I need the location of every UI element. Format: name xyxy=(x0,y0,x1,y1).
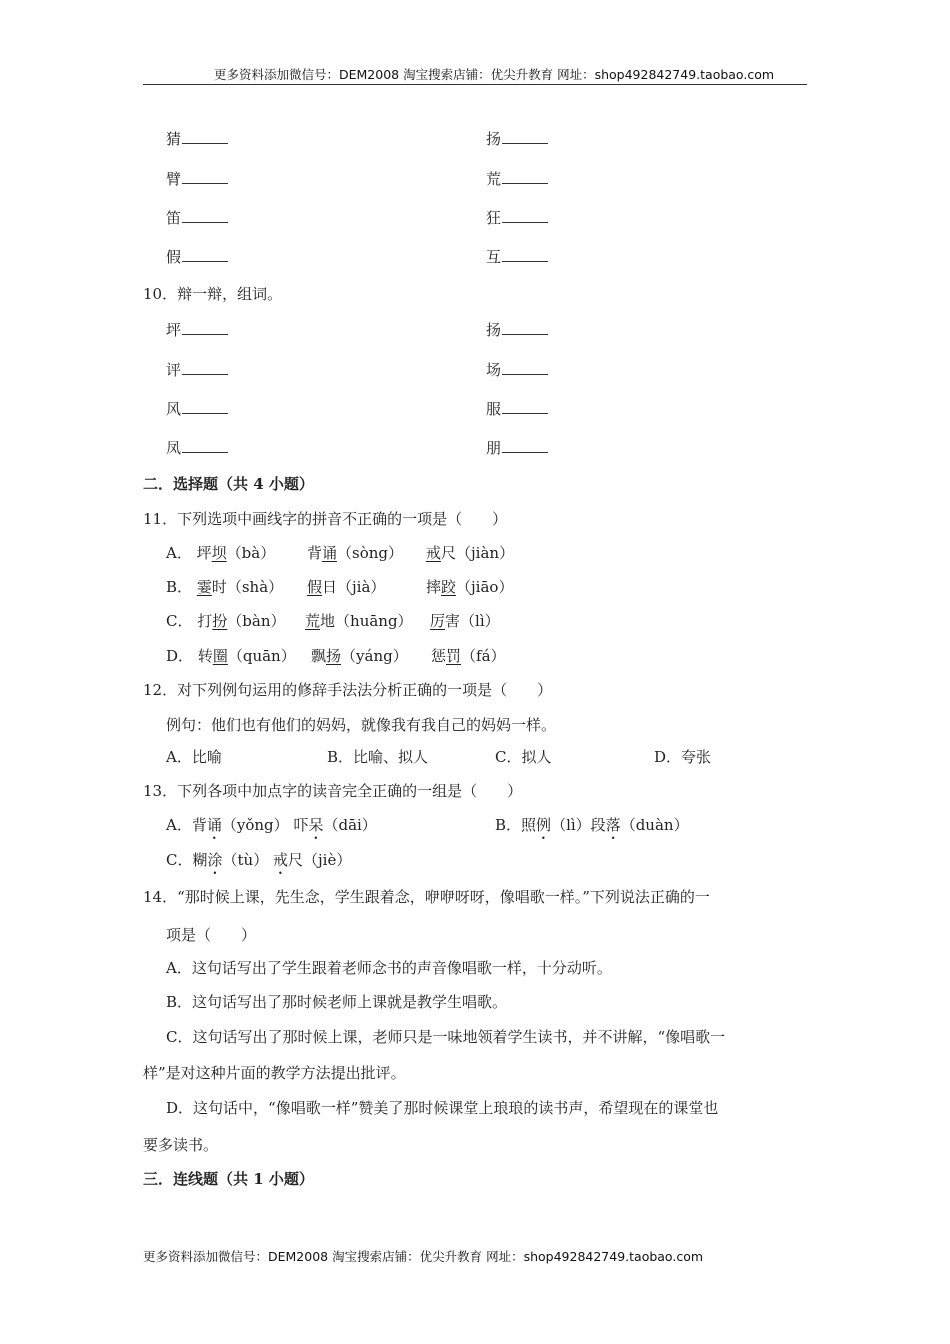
q12-option-a[interactable]: A．比喻 xyxy=(166,748,222,766)
q14-option-c-cont: 样”是对这种片面的教学方法提出批评。 xyxy=(143,1064,406,1082)
q10-item-3-right: 服 xyxy=(486,399,548,419)
q14-option-d-cont: 要多读书。 xyxy=(143,1136,219,1154)
section-3-title: 三．连线题（共 1 小题） xyxy=(143,1170,314,1188)
q10-item-1-right: 扬 xyxy=(486,320,548,340)
q13-option-a[interactable]: A．背诵（yǒng） 吓呆（dāi） xyxy=(166,816,377,834)
answer-blank[interactable] xyxy=(182,208,228,223)
q9-item-1-left: 猜 xyxy=(166,129,228,149)
q9-item-4-left: 假 xyxy=(166,247,228,267)
q11-option-c-item-2: 荒地（huāng） xyxy=(305,612,413,630)
q12-option-b[interactable]: B．比喻、拟人 xyxy=(327,748,429,766)
answer-blank[interactable] xyxy=(182,360,228,375)
q11-option-a-item-2: 背诵（sòng） xyxy=(307,544,404,562)
answer-blank[interactable] xyxy=(182,169,228,184)
q10-item-2-right: 场 xyxy=(486,360,548,380)
q11-option-b-item-3: 摔跤（jiāo） xyxy=(426,578,514,596)
q10-item-4-right: 朋 xyxy=(486,438,548,458)
q14-option-d[interactable]: D．这句话中，“像唱歌一样”赞美了那时候课堂上琅琅的读书声，希望现在的课堂也 xyxy=(166,1099,719,1117)
q14-option-c[interactable]: C．这句话写出了那时候上课，老师只是一味地领着学生读书，并不讲解，“像唱歌一 xyxy=(166,1028,726,1046)
q10-item-1-left: 坪 xyxy=(166,320,228,340)
q12-option-c[interactable]: C．拟人 xyxy=(495,748,552,766)
q10-item-2-left: 评 xyxy=(166,360,228,380)
answer-blank[interactable] xyxy=(502,208,548,223)
q11-option-b-item-2: 假日（jià） xyxy=(307,578,386,596)
q11-option-a[interactable]: A． 坪坝（bà） xyxy=(166,544,276,562)
q14-option-b[interactable]: B．这句话写出了那时候老师上课就是教学生唱歌。 xyxy=(166,993,508,1011)
answer-blank[interactable] xyxy=(502,129,548,144)
q14-stem-line-2: 项是（ ） xyxy=(166,926,257,944)
q9-item-1-right: 扬 xyxy=(486,129,548,149)
q11-option-c[interactable]: C． 打扮（bàn） xyxy=(166,612,286,630)
answer-blank[interactable] xyxy=(182,438,228,453)
answer-blank[interactable] xyxy=(502,247,548,262)
q11-option-c-item-3: 厉害（lì） xyxy=(430,612,500,630)
q9-item-2-left: 臂 xyxy=(166,169,228,189)
q9-item-4-right: 互 xyxy=(486,247,548,267)
q14-option-a[interactable]: A．这句话写出了学生跟着老师念书的声音像唱歌一样，十分动听。 xyxy=(166,959,612,977)
answer-blank[interactable] xyxy=(502,438,548,453)
section-2-title: 二．选择题（共 4 小题） xyxy=(143,475,314,493)
q12-example: 例句：他们也有他们的妈妈，就像我有我自己的妈妈一样。 xyxy=(166,716,557,734)
q11-option-d-item-2: 飘扬（yáng） xyxy=(311,647,408,665)
answer-blank[interactable] xyxy=(502,320,548,335)
q11-option-b[interactable]: B． 霎时（shà） xyxy=(166,578,284,596)
answer-blank[interactable] xyxy=(182,129,228,144)
answer-blank[interactable] xyxy=(502,360,548,375)
answer-blank[interactable] xyxy=(502,169,548,184)
page-footer: 更多资料添加微信号：DEM2008 淘宝搜索店铺：优尖升教育 网址：shop492842749.taobao.com xyxy=(143,1249,704,1264)
q13-stem: 13．下列各项中加点字的读音完全正确的一组是（ ） xyxy=(143,782,523,800)
header-rule xyxy=(143,84,807,85)
q13-option-b[interactable]: B．照例（lì）段落（duàn） xyxy=(495,816,689,834)
page-header: 更多资料添加微信号：DEM2008 淘宝搜索店铺：优尖升教育 网址：shop492842749.taobao.com xyxy=(214,67,775,82)
q10-item-4-left: 凤 xyxy=(166,438,228,458)
q9-item-3-left: 笛 xyxy=(166,208,228,228)
q12-option-d[interactable]: D．夸张 xyxy=(654,748,712,766)
q9-item-2-right: 荒 xyxy=(486,169,548,189)
q11-option-d-item-3: 惩罚（fá） xyxy=(431,647,506,665)
q14-stem-line-1: 14．“那时候上课，先生念，学生跟着念，咿咿呀呀，像唱歌一样。”下列说法正确的一 xyxy=(143,888,710,906)
answer-blank[interactable] xyxy=(182,320,228,335)
q13-option-c[interactable]: C．糊涂（tù） 戒尺（jiè） xyxy=(166,851,352,869)
q11-option-a-item-3: 戒尺（jiàn） xyxy=(426,544,515,562)
answer-blank[interactable] xyxy=(182,399,228,414)
q10-stem: 10．辩一辩，组词。 xyxy=(143,285,283,303)
q11-option-d[interactable]: D． 转圈（quān） xyxy=(166,647,296,665)
q10-item-3-left: 风 xyxy=(166,399,228,419)
q12-stem: 12．对下列例句运用的修辞手法法分析正确的一项是（ ） xyxy=(143,681,553,699)
answer-blank[interactable] xyxy=(182,247,228,262)
q11-stem: 11．下列选项中画线字的拼音不正确的一项是（ ） xyxy=(143,510,508,528)
q9-item-3-right: 狂 xyxy=(486,208,548,228)
answer-blank[interactable] xyxy=(502,399,548,414)
